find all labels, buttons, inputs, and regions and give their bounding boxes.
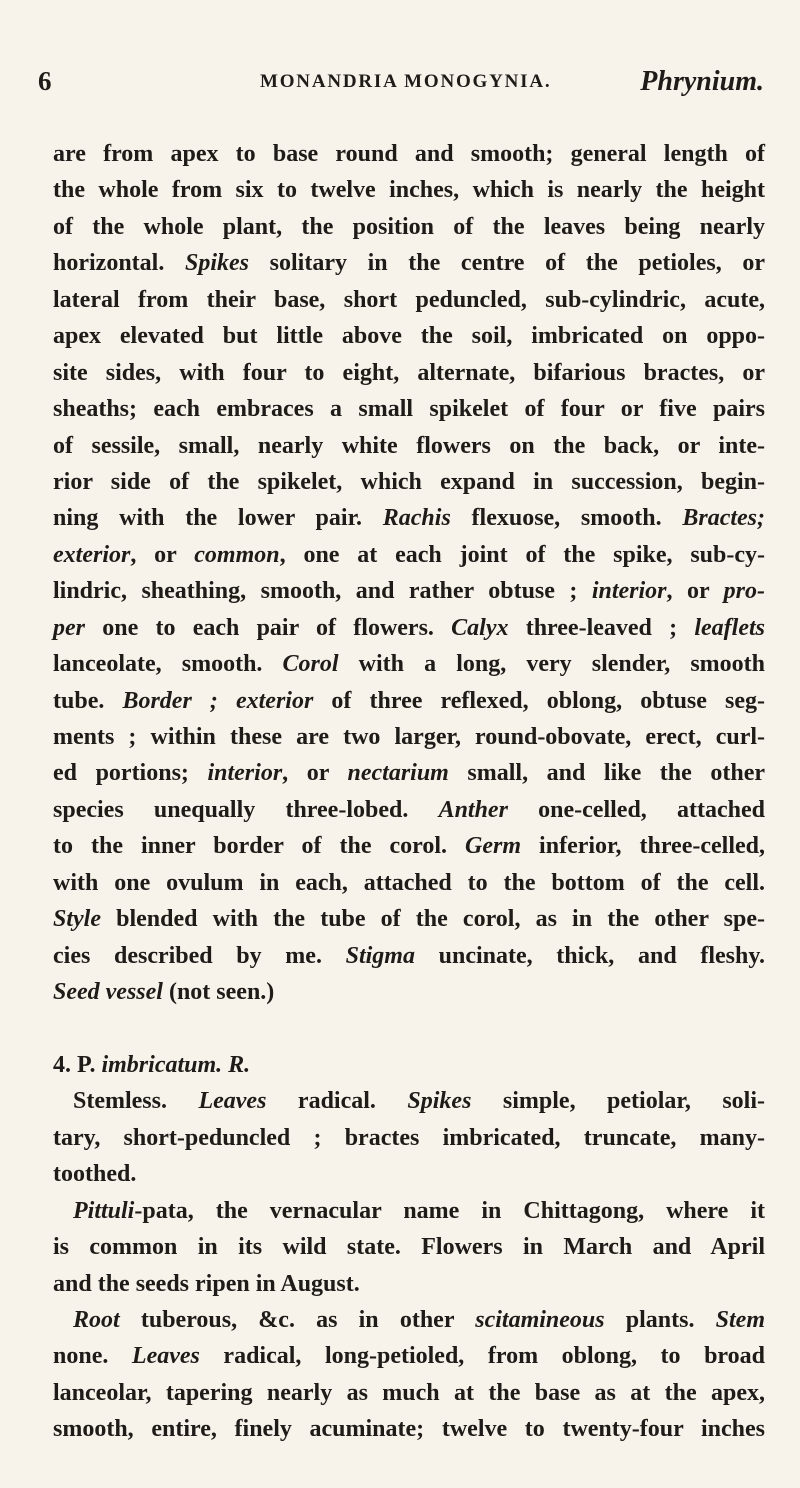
italic-term: Pittuli — [73, 1197, 135, 1224]
text-run: solitary in the centre of the petioles, or — [249, 250, 765, 277]
text-run: , or — [130, 541, 195, 568]
text-line — [53, 209, 765, 245]
text-run: lindric, sheathing, smooth, and rather obtuse ; — [53, 578, 592, 605]
text-line — [53, 1156, 765, 1192]
italic-term: Leaves — [198, 1088, 267, 1115]
text-run: radical, long-petioled, from oblong, to broad — [199, 1343, 765, 1370]
text-run: simple, petiolar, soli- — [471, 1088, 765, 1115]
italic-term: per — [53, 614, 85, 641]
italic-term: Stem — [715, 1307, 765, 1333]
text-line — [53, 1375, 765, 1411]
text-line — [53, 974, 765, 1010]
text-run: radical. — [266, 1088, 408, 1115]
text-run: species unequally three-lobed. — [53, 796, 439, 823]
italic-term: Style — [53, 906, 101, 933]
text-line — [53, 1047, 765, 1083]
text-line — [53, 683, 765, 719]
text-line — [53, 865, 765, 901]
genus-heading: Phrynium. — [640, 66, 764, 97]
text-run: (not seen.) — [162, 979, 275, 1006]
text-line — [53, 901, 765, 937]
italic-term: interior — [207, 760, 283, 787]
text-run: of sessile, small, nearly white flowers on the back, or inte- — [53, 432, 765, 459]
text-line — [53, 428, 765, 464]
text-run: the whole from six to twelve inches, which is nearly the height — [53, 177, 765, 204]
paragraph-gap — [53, 1011, 765, 1047]
italic-term: Spikes — [407, 1088, 472, 1115]
running-head: MONANDRIA MONOGYNIA. — [260, 71, 552, 92]
text-line — [53, 1083, 765, 1119]
text-run: ed portions; — [53, 760, 208, 787]
italic-term: interior — [591, 578, 667, 605]
text-run: is common in its wild state. Flowers in March and April — [53, 1234, 765, 1261]
text-run: three-leaved ; — [508, 614, 695, 641]
text-line — [53, 1411, 765, 1447]
text-line — [53, 172, 765, 208]
text-run: horizontal. — [53, 250, 185, 277]
page-header — [38, 66, 764, 106]
text-run: one to each pair of flowers. — [85, 614, 452, 641]
text-run: of the whole plant, the position of the leaves being nearly — [53, 213, 765, 240]
text-line — [53, 318, 765, 354]
italic-term: common — [194, 541, 280, 568]
text-run: none. — [53, 1343, 132, 1370]
text-line — [53, 573, 765, 609]
text-run: uncinate, thick, and fleshy. — [414, 942, 765, 969]
italic-term: imbricatum. R. — [101, 1051, 251, 1078]
text-run: site sides, with four to eight, alternate, bifarious bractes, or — [53, 359, 765, 386]
italic-term: pro- — [723, 578, 765, 605]
body-text — [53, 136, 765, 1448]
text-run: small, and like the other — [448, 760, 765, 787]
text-run: and the seeds ripen in August. — [53, 1270, 360, 1297]
text-line — [53, 282, 765, 318]
italic-term: Anther — [438, 796, 508, 823]
text-run: sheaths; each embraces a small spikelet of four or five pairs — [53, 396, 765, 423]
text-run: -pata, the vernacular name in Chittagong, where it — [134, 1197, 765, 1224]
text-run: to the inner border of the corol. — [53, 833, 466, 860]
text-run: toothed. — [53, 1161, 137, 1188]
text-line — [53, 1266, 765, 1302]
text-line — [53, 755, 765, 791]
text-run: cies described by me. — [53, 942, 346, 969]
text-run: tube. — [53, 687, 123, 714]
text-line — [53, 537, 765, 573]
text-line — [53, 719, 765, 755]
text-run: inferior, three-celled, — [521, 833, 765, 860]
text-line — [53, 500, 765, 536]
text-line — [53, 1193, 765, 1229]
text-line — [53, 136, 765, 172]
italic-term: scitamineous — [475, 1307, 605, 1333]
text-run: Stemless. — [73, 1088, 199, 1115]
italic-term: Root — [73, 1307, 120, 1333]
text-line — [53, 610, 765, 646]
italic-term: Germ — [465, 833, 522, 860]
text-run: 4. P. — [53, 1051, 102, 1078]
text-line — [53, 1229, 765, 1265]
text-run: smooth, entire, finely acuminate; twelve to twenty-four inches — [53, 1416, 765, 1443]
text-run: one-celled, attached — [507, 796, 765, 823]
text-line — [53, 1338, 765, 1374]
text-run: blended with the tube of the corol, as in the other spe- — [101, 906, 765, 933]
text-run: with one ovulum in each, attached to the bottom of the cell. — [53, 869, 765, 896]
text-run: tary, short-peduncled ; bractes imbricated, truncate, many- — [53, 1124, 765, 1151]
text-run: apex elevated but little above the soil, imbricated on oppo- — [53, 323, 765, 350]
italic-term: Leaves — [131, 1343, 200, 1370]
text-run: lanceolar, tapering nearly as much at the base as at the apex, — [53, 1379, 765, 1406]
italic-term: exterior — [53, 541, 131, 568]
text-line — [53, 464, 765, 500]
text-run: tuberous, &c. as in other — [119, 1307, 476, 1333]
italic-term: Corol — [282, 651, 339, 678]
text-run: , or — [666, 578, 724, 605]
text-run: ning with the lower pair. — [53, 505, 383, 532]
text-line — [53, 1120, 765, 1156]
text-line — [53, 828, 765, 864]
text-run: ments ; within these are two larger, round-obovate, erect, curl- — [53, 724, 765, 750]
page-number: 6 — [38, 66, 52, 96]
text-run: of three reflexed, oblong, obtuse seg- — [313, 687, 765, 714]
text-run: flexuose, smooth. — [450, 505, 683, 532]
italic-term: nectarium — [347, 760, 449, 787]
text-run: plants. — [604, 1307, 716, 1333]
italic-term: Stigma — [345, 942, 415, 969]
italic-term: leaflets — [694, 614, 765, 641]
text-run: , one at each joint of the spike, sub-cy- — [279, 541, 766, 568]
text-run: with a long, very slender, smooth — [338, 651, 765, 678]
italic-term: Rachis — [382, 505, 451, 532]
text-line — [53, 355, 765, 391]
italic-term: Spikes — [184, 250, 249, 277]
italic-term: Calyx — [451, 614, 509, 641]
text-line — [53, 391, 765, 427]
text-run: rior side of the spikelet, which expand in succession, begin- — [53, 468, 765, 495]
text-line — [53, 938, 765, 974]
text-run: are from apex to base round and smooth; general length of — [53, 141, 765, 167]
text-run: , or — [282, 760, 348, 787]
text-run: lanceolate, smooth. — [53, 651, 283, 678]
italic-term: Border ; exterior — [122, 687, 314, 714]
text-run: lateral from their base, short peduncled, sub-cylindric, acute, — [53, 286, 765, 313]
italic-term: Seed vessel — [53, 979, 163, 1006]
text-line — [53, 792, 765, 828]
text-line — [53, 245, 765, 281]
italic-term: Bractes; — [682, 505, 765, 532]
text-line — [53, 646, 765, 682]
text-line — [53, 1302, 765, 1338]
